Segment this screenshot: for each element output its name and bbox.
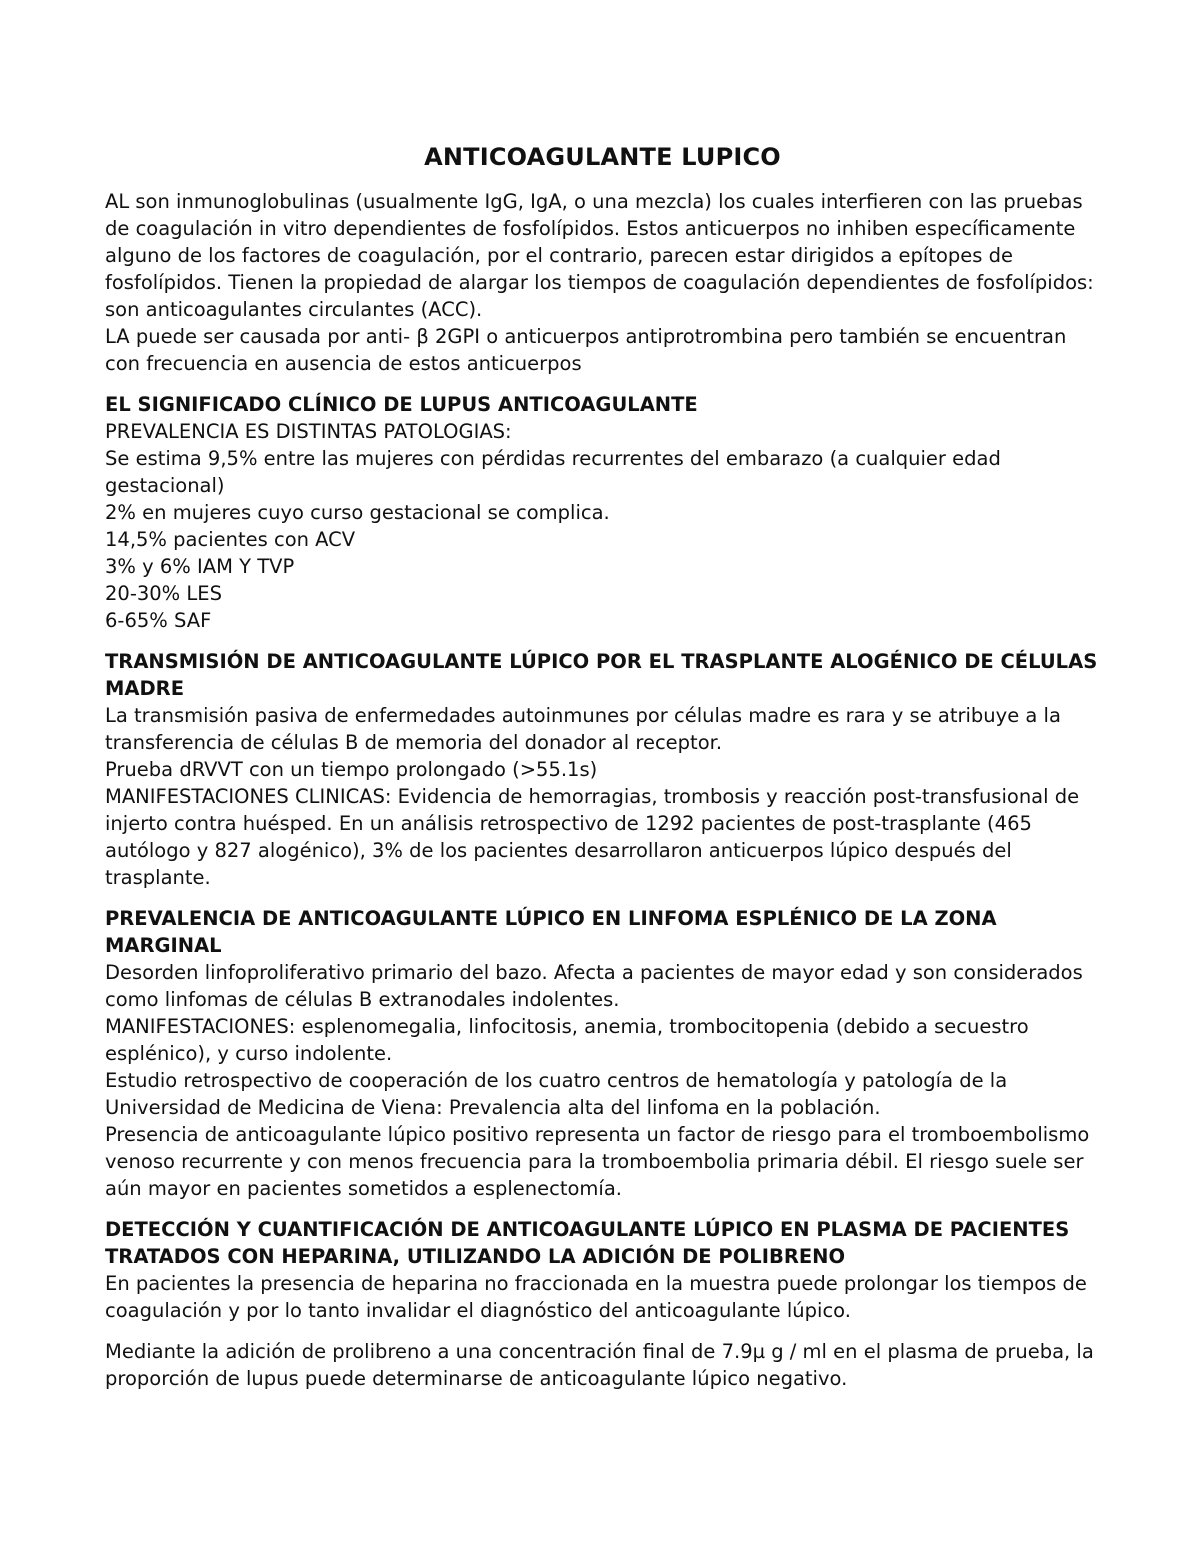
section-significado-clinico [105, 391, 1100, 634]
intro-section [105, 188, 1100, 377]
section-transmision [105, 648, 1100, 891]
section-line: PREVALENCIA ES DISTINTAS PATOLOGIAS: [105, 420, 512, 443]
section-heading: TRANSMISIÓN DE ANTICOAGULANTE LÚPICO POR EL TRASPLANTE ALOGÉNICO DE CÉLULAS MADRE [105, 650, 1098, 700]
section-heading: DETECCIÓN Y CUANTIFICACIÓN DE ANTICOAGULANTE LÚPICO EN PLASMA DE PACIENTES TRATADOS CON HEPARINA, UTILIZANDO LA ADICIÓN DE POLIBRENO [105, 1218, 1070, 1268]
intro-paragraph: LA puede ser causada por anti- β 2GPI o anticuerpos antiprotrombina pero también se encuentran con frecuencia en ausencia de estos anticuerpos [105, 325, 1067, 375]
section-line: Estudio retrospectivo de cooperación de los cuatro centros de hematología y patología de la Universidad de Medicina de Viena: Prevalencia alta del linfoma en la población. [105, 1069, 1008, 1119]
section-line: En pacientes la presencia de heparina no fraccionada en la muestra puede prolongar los tiempos de coagulación y por lo tanto invalidar el diagnóstico del anticoagulante lúpico. [105, 1272, 1087, 1322]
document-page [105, 140, 1100, 1392]
section-line: 20-30% LES [105, 582, 222, 605]
document-title: ANTICOAGULANTE LUPICO [424, 143, 781, 171]
section-heading: EL SIGNIFICADO CLÍNICO DE LUPUS ANTICOAGULANTE [105, 393, 698, 416]
section-line: MANIFESTACIONES: esplenomegalia, linfocitosis, anemia, trombocitopenia (debido a secuestro esplénico), y curso indolente. [105, 1015, 1029, 1065]
section-line: Se estima 9,5% entre las mujeres con pérdidas recurrentes del embarazo (a cualquier edad gestacional) [105, 447, 1001, 497]
section-prevalencia-linfoma [105, 905, 1100, 1202]
section-line: La transmisión pasiva de enfermedades autoinmunes por células madre es rara y se atribuye a la transferencia de células B de memoria del donador al receptor. [105, 704, 1061, 754]
section-line: 2% en mujeres cuyo curso gestacional se complica. [105, 501, 610, 524]
section-line: 3% y 6% IAM Y TVP [105, 555, 295, 578]
section-deteccion [105, 1216, 1100, 1392]
section-line: 6-65% SAF [105, 609, 212, 632]
section-line: Prueba dRVVT con un tiempo prolongado (>55.1s) [105, 758, 598, 781]
intro-paragraph: AL son inmunoglobulinas (usualmente IgG, IgA, o una mezcla) los cuales interfieren con las pruebas de coagulación in vitro dependientes de fosfolípidos. Estos anticuerpos no inhiben específicamente alguno de los factores de coagulación, por el contrario, parecen estar dirigidos a epítopes de fosfolípidos. Tienen la propiedad de alargar los tiempos de coagulación dependientes de fosfolípidos: son anticoagulantes circulantes (ACC). [105, 190, 1094, 321]
section-heading: PREVALENCIA DE ANTICOAGULANTE LÚPICO EN LINFOMA ESPLÉNICO DE LA ZONA MARGINAL [105, 907, 997, 957]
section-paragraph: Mediante la adición de prolibreno a una concentración final de 7.9µ g / ml en el plasma de prueba, la proporción de lupus puede determinarse de anticoagulante lúpico negativo. [105, 1340, 1094, 1390]
section-line: 14,5% pacientes con ACV [105, 528, 356, 551]
section-line: MANIFESTACIONES CLINICAS: Evidencia de hemorragias, trombosis y reacción post-transfusional de injerto contra huésped. En un análisis retrospectivo de 1292 pacientes de post-trasplante (465 autólogo y 827 alogénico), 3% de los pacientes desarrollaron anticuerpos lúpico después del trasplante. [105, 785, 1080, 889]
section-line: Presencia de anticoagulante lúpico positivo representa un factor de riesgo para el tromboembolismo venoso recurrente y con menos frecuencia para la tromboembolia primaria débil. El riesgo suele ser aún mayor en pacientes sometidos a esplenectomía. [105, 1123, 1090, 1200]
section-line: Desorden linfoproliferativo primario del bazo. Afecta a pacientes de mayor edad y son considerados como linfomas de células B extranodales indolentes. [105, 961, 1083, 1011]
